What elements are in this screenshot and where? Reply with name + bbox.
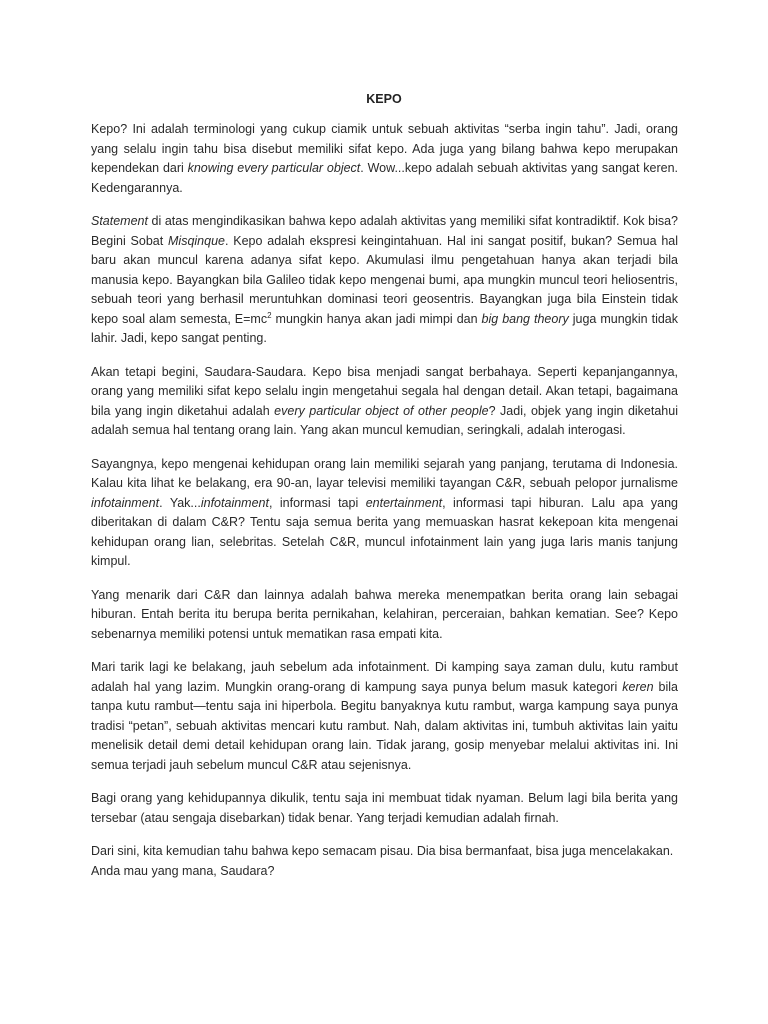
text-run: . Yak...	[159, 495, 201, 510]
text-run: . Kepo adalah ekspresi keingintahuan. Hal ini sangat positif, bukan? Semua hal baru akan muncul karena adanya sifat kepo. Akumulasi ilmu pengetahuan hanya akan terjadi bila manusia kepo. Bayangkan bila Galileo tidak kepo mengenai bumi, apa mungkin muncul teori heliosentris, sebuah teori yang berhasil meruntuhkan dominasi teori geosentris. Bayangkan juga bila Einstein tidak kepo soal alam semesta, E=mc	[91, 233, 679, 326]
text-run: Dari sini, kita kemudian tahu bahwa kepo semacam pisau. Dia bisa bermanfaat, bisa juga mencelakakan. Anda mau yang mana, Saudara?	[91, 844, 674, 878]
document-title: KEPO	[366, 92, 402, 106]
paragraph	[91, 842, 678, 881]
italic-text: infotainment	[200, 495, 269, 510]
italic-text: entertainment	[365, 495, 443, 510]
text-run: , informasi tapi hiburan. Lalu apa yang diberitakan di dalam C&R? Tentu saja semua berita yang memuaskan hasrat kekepoan kita mengenai kehidupan orang lian, selebritas. Setelah C&R, muncul infotainment lain yang juga laris manis tanjung kimpul.	[91, 495, 678, 568]
text-run: juga mungkin tidak lahir. Jadi, kepo sangat penting.	[91, 311, 678, 345]
italic-text: knowing every particular object	[187, 161, 361, 175]
text-run: ? Jadi, objek yang ingin diketahui adalah semua hal tentang orang lain. Yang akan muncul kemudian, seringkali, adalah interogasi.	[91, 403, 678, 437]
text-run: Yang menarik dari C&R dan lainnya adalah bahwa mereka menempatkan berita orang lain sebagai hiburan. Entah berita itu berupa berita pernikahan, kelahiran, perceraian, bahkan kematian. See? Kepo sebenarnya memiliki potensi untuk mematikan rasa empati kita.	[91, 587, 678, 641]
italic-text: every particular object of other people	[274, 403, 489, 418]
text-run: . Wow...kepo adalah sebuah aktivitas yang sangat keren. Kedengarannya.	[91, 161, 678, 195]
text-run: Kepo? Ini adalah terminologi yang cukup ciamik untuk sebuah aktivitas “serba ingin tahu”. Jadi, orang yang selalu ingin tahu bisa disebut memiliki sifat kepo. Ada juga yang bilang bahwa kepo merupakan kependekan dari	[91, 122, 678, 175]
text-run: Akan tetapi begini, Saudara-Saudara. Kepo bisa menjadi sangat berbahaya. Seperti kepanjangannya, orang yang memiliki sifat kepo selalu ingin mengetahui segala hal dengan detail. Akan tetapi, bagaimana bila yang ingin diketahui adalah	[91, 364, 678, 418]
paragraph	[91, 455, 678, 572]
italic-text: big bang theory	[481, 311, 569, 326]
document-body	[91, 120, 678, 895]
paragraph	[91, 658, 678, 775]
italic-text: keren	[622, 679, 654, 694]
text-run: di atas mengindikasikan bahwa kepo adalah aktivitas yang memiliki sifat kontradiktif. Kok bisa? Begini Sobat	[91, 214, 678, 248]
text-run: , informasi tapi	[268, 495, 366, 510]
paragraph	[91, 363, 678, 441]
italic-text: Misqinque	[168, 233, 225, 248]
text-run: bila tanpa kutu rambut—tentu saja ini hiperbola. Begitu banyaknya kutu rambut, warga kampung saya punya tradisi “petan”, sebuah aktivitas mencari kutu rambut. Nah, dalam aktivitas ini, tumbuh aktivitas lain yaitu menelisik detail demi detail kehidupan orang lain. Tidak jarang, gosip menyebar melalui aktivitas ini. Ini semua terjadi jauh sebelum muncul C&R atau sejenisnya.	[91, 679, 678, 772]
superscript-text: 2	[267, 310, 272, 320]
text-run: Mari tarik lagi ke belakang, jauh sebelum ada infotainment. Di kamping saya zaman dulu, kutu rambut adalah hal yang lazim. Mungkin orang-orang di kampung saya punya belum masuk kategori	[91, 660, 678, 694]
paragraph	[91, 586, 678, 645]
paragraph	[91, 120, 678, 198]
text-run: Sayangnya, kepo mengenai kehidupan orang lain memiliki sejarah yang panjang, terutama di Indonesia. Kalau kita lihat ke belakang, era 90-an, layar televisi memiliki tayangan C&R, sebuah pelopor jurnalisme	[91, 456, 678, 490]
paragraph	[91, 789, 678, 828]
paragraph	[91, 212, 678, 349]
text-run: Bagi orang yang kehidupannya dikulik, tentu saja ini membuat tidak nyaman. Belum lagi bila berita yang tersebar (atau sengaja disebarkan) tidak benar. Yang terjadi kemudian adalah firnah.	[91, 791, 678, 825]
italic-text: Statement	[91, 214, 148, 228]
italic-text: infotainment	[91, 495, 160, 510]
text-run: mungkin hanya akan jadi mimpi dan	[271, 311, 482, 326]
